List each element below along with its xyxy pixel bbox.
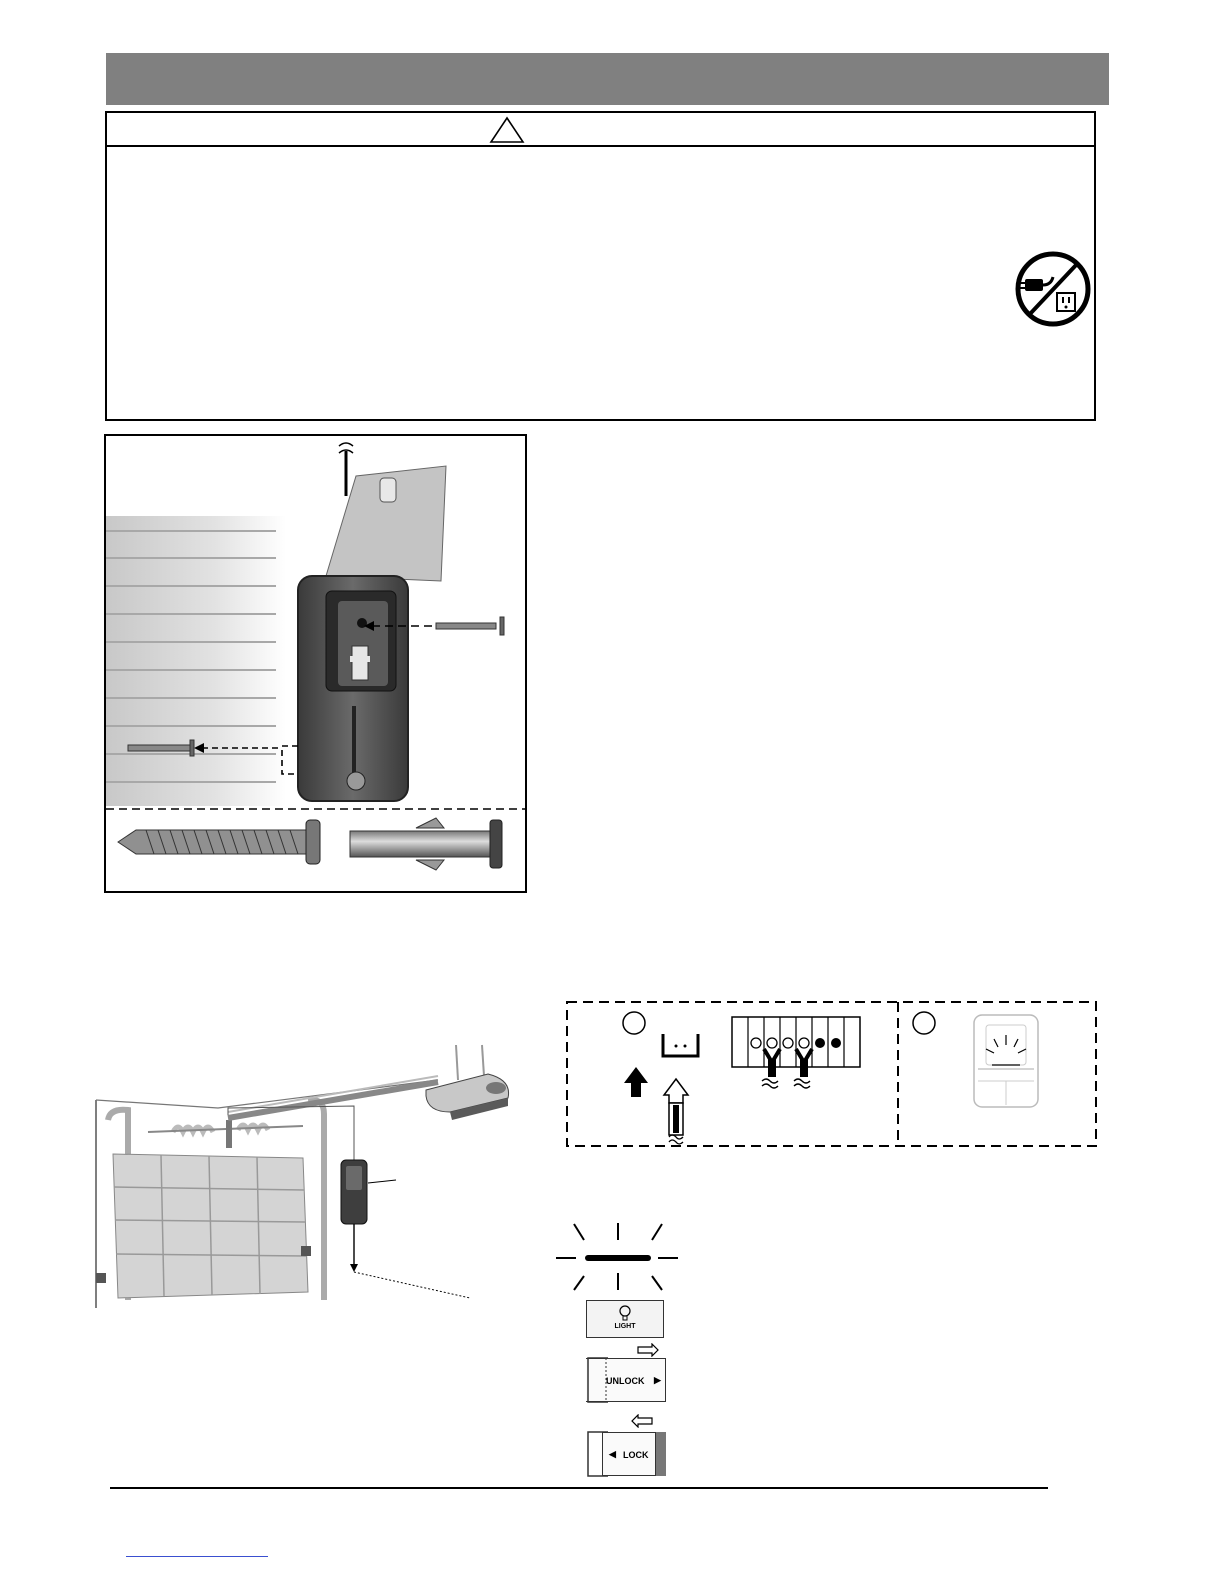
flashing-light-icon (552, 1218, 682, 1292)
light-bulb-icon (617, 1304, 633, 1322)
no-plug-outlet-icon (1013, 249, 1093, 329)
lock-arrow-icon: ◀ (609, 1449, 616, 1459)
warning-triangle-icon (489, 116, 525, 144)
console-button-legend (552, 1218, 682, 1480)
garage-installation-illustration (88, 1040, 528, 1320)
garage-installation-figure (88, 1040, 528, 1320)
wiring-diagram-illustration (566, 1001, 1097, 1147)
arrow-left-icon (630, 1414, 654, 1428)
section-header-bar (106, 53, 1109, 105)
light-button-label: LIGHT (614, 1323, 636, 1330)
lock-button-label: LOCK (623, 1450, 649, 1460)
warning-title-bar (107, 113, 1094, 147)
arrow-right-icon (636, 1343, 660, 1357)
unlock-button-label: UNLOCK (606, 1376, 645, 1386)
light-button (586, 1300, 664, 1338)
wiring-diagram (566, 1001, 1097, 1147)
lock-button-edge (656, 1432, 666, 1476)
unlock-bracket (586, 1356, 610, 1404)
unlock-arrow-icon: ▶ (654, 1375, 661, 1385)
lock-button (602, 1432, 656, 1476)
footer-rule (110, 1487, 1048, 1489)
console-mounting-illustration (106, 436, 527, 893)
footer-link-underline[interactable] (126, 1556, 268, 1557)
console-mounting-figure (104, 434, 527, 893)
warning-box (105, 111, 1096, 421)
